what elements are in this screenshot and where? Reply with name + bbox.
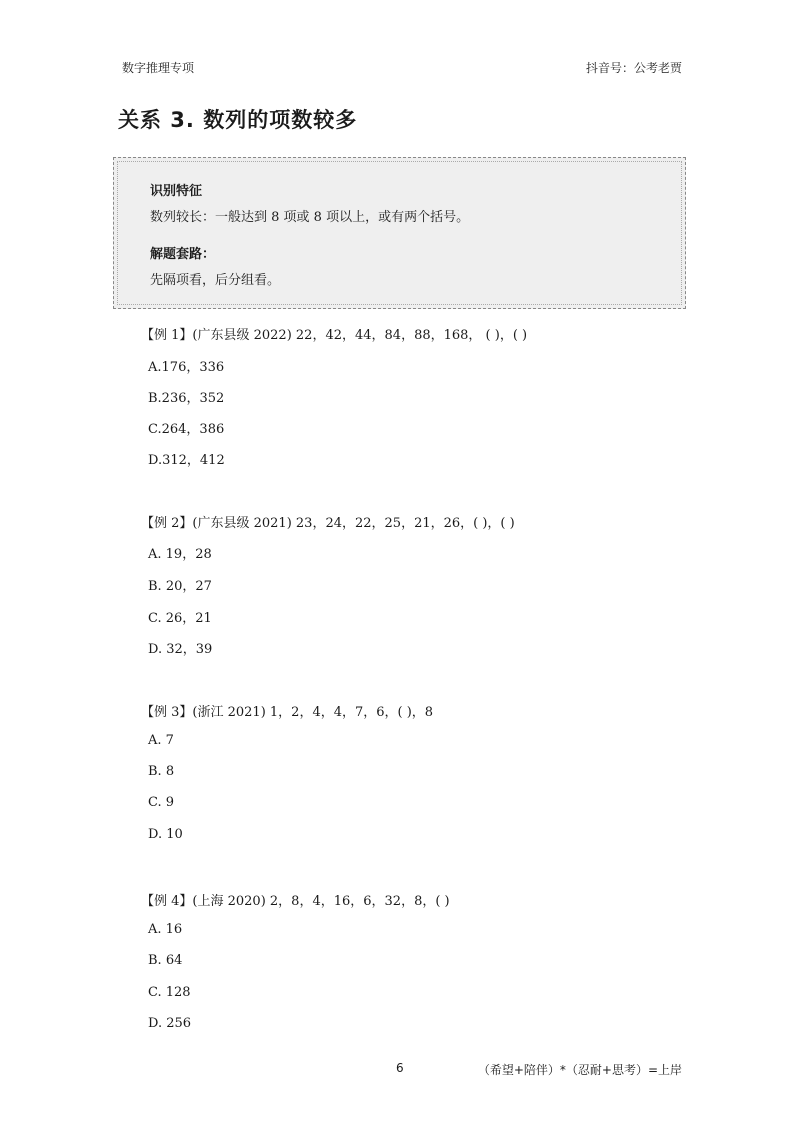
option-a: A. 19，28 [148, 547, 212, 562]
question-stem: 【例 3】(浙江 2021) 1，2，4，4，7，6，( )，8 [141, 705, 434, 720]
option-b: B. 20，27 [148, 579, 212, 594]
question-stem: 【例 2】(广东县级 2021) 23，24，22，25，21，26，( )，( ) [141, 516, 515, 531]
option-b: B. 8 [148, 764, 175, 779]
option-b: B. 64 [148, 953, 183, 968]
method-text: 先隔项看，后分组看。 [150, 273, 281, 288]
tip-box [113, 157, 686, 309]
header-right: 抖音号：公考老贾 [585, 61, 682, 75]
header-left: 数字推理专项 [122, 61, 195, 75]
method-heading: 解题套路： [150, 247, 216, 262]
option-c: C.264，386 [148, 422, 225, 437]
section-title: 关系 3. 数列的项数较多 [118, 108, 358, 132]
option-d: D. 32，39 [148, 642, 213, 657]
option-c: C. 26，21 [148, 611, 212, 626]
option-a: A. 16 [148, 922, 183, 937]
option-d: D. 10 [148, 827, 183, 842]
feature-text: 数列较长：一般达到 8 项或 8 项以上，或有两个括号。 [150, 210, 470, 225]
option-c: C. 9 [148, 795, 175, 810]
question-stem: 【例 4】(上海 2020) 2，8，4，16，6，32，8，( ) [141, 894, 450, 909]
footer-motto: （希望+陪伴）*（忍耐+思考）=上岸 [477, 1063, 682, 1077]
page-number: 6 [396, 1061, 404, 1075]
option-d: D. 256 [148, 1016, 192, 1031]
option-c: C. 128 [148, 985, 191, 1000]
option-d: D.312，412 [148, 453, 225, 468]
question-stem: 【例 1】(广东县级 2022) 22，42，44，84，88，168， ( )，( ) [141, 328, 528, 343]
option-a: A.176，336 [148, 360, 225, 375]
option-b: B.236，352 [148, 391, 225, 406]
option-a: A. 7 [148, 733, 174, 748]
feature-heading: 识别特征 [150, 184, 203, 199]
